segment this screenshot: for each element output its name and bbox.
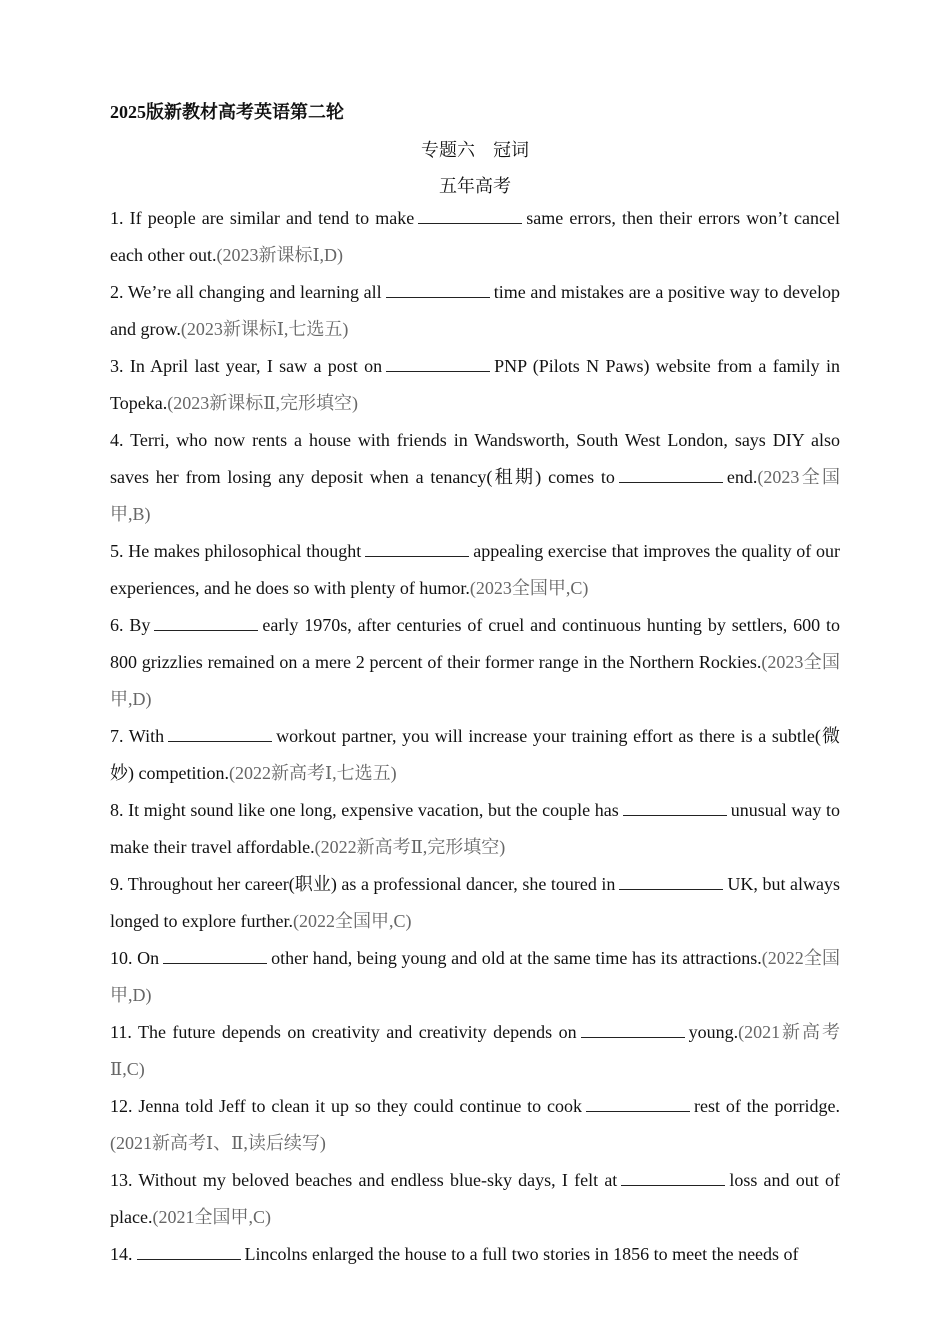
question-item	[110, 1088, 840, 1162]
question-text: time and mistakes are a positive way to develop and grow.	[110, 282, 840, 339]
answer-blank[interactable]	[418, 209, 522, 224]
question-text: end.	[726, 467, 758, 487]
question-item	[110, 1236, 840, 1273]
question-source: (2022全国甲,C)	[292, 911, 412, 931]
document-header-title: 2025版新教材高考英语第二轮	[110, 102, 344, 122]
answer-blank[interactable]	[581, 1023, 685, 1038]
question-text: 10. On	[110, 948, 160, 968]
question-item	[110, 607, 840, 718]
question-text: 8. It might sound like one long, expensive vacation, but the couple has	[110, 800, 619, 820]
question-text: same errors, then their errors won’t cancel each other out.	[110, 208, 840, 265]
question-item	[110, 274, 840, 348]
question-item	[110, 1014, 840, 1088]
section-title: 五年高考	[439, 176, 511, 196]
question-text: UK, but always longed to explore further.	[110, 874, 841, 931]
question-item	[110, 718, 840, 792]
question-item	[110, 940, 840, 1014]
question-text: 7. With	[110, 726, 165, 746]
question-source: (2023新课标Ⅱ,完形填空)	[167, 393, 358, 413]
question-text: early 1970s, after centuries of cruel and continuous hunting by settlers, 600 to 800 grizzlies remained on a mere 2 percent of their former range in the Northern Rockies.	[110, 615, 840, 672]
question-item	[110, 200, 840, 274]
question-source: (2021全国甲,C)	[152, 1207, 271, 1227]
question-source: (2022新高考Ⅱ,完形填空)	[314, 837, 506, 857]
question-text: 1. If people are similar and tend to make	[110, 208, 415, 228]
question-text: appealing exercise that improves the quality of our experiences, and he does so with plenty of humor.	[110, 541, 840, 598]
question-text: PNP (Pilots N Paws) website from a family in Topeka.	[110, 356, 841, 413]
question-text: young.	[688, 1022, 739, 1042]
question-source: (2023新课标Ⅰ,D)	[216, 245, 344, 265]
question-text: 14.	[110, 1244, 133, 1264]
answer-blank[interactable]	[163, 949, 267, 964]
answer-blank[interactable]	[154, 616, 258, 631]
question-list	[110, 200, 840, 1273]
answer-blank[interactable]	[137, 1245, 241, 1260]
question-item	[110, 348, 840, 422]
question-text: workout partner, you will increase your training effort as there is a subtle(微妙) competition.	[110, 726, 840, 783]
question-text: 5. He makes philosophical thought	[110, 541, 362, 561]
topic-title: 专题六 冠词	[421, 140, 529, 160]
question-item	[110, 792, 840, 866]
question-source: (2022全国甲,D)	[110, 948, 840, 1005]
question-text: 3. In April last year, I saw a post on	[110, 356, 383, 376]
question-text: unusual way to make their travel affordable.	[110, 800, 840, 857]
question-source: (2023新课标Ⅰ,七选五)	[180, 319, 349, 339]
answer-blank[interactable]	[386, 283, 490, 298]
answer-blank[interactable]	[623, 801, 727, 816]
question-text: 9. Throughout her career(职业) as a professional dancer, she toured in	[110, 874, 616, 894]
question-source: (2021新高考Ⅱ,C)	[110, 1022, 840, 1079]
question-text: loss and out of place.	[110, 1170, 840, 1227]
question-text: 11. The future depends on creativity and creativity depends on	[110, 1022, 577, 1042]
answer-blank[interactable]	[168, 727, 272, 742]
answer-blank[interactable]	[386, 357, 490, 372]
question-item	[110, 1162, 840, 1236]
answer-blank[interactable]	[619, 875, 723, 890]
question-source: (2021新高考Ⅰ、Ⅱ,读后续写)	[110, 1133, 326, 1153]
question-text: 13. Without my beloved beaches and endless blue-sky days, I felt at	[110, 1170, 618, 1190]
question-text: 4. Terri, who now rents a house with friends in Wandsworth, South West London, says DIY also saves her from losing any deposit when a tenancy(租期) comes to	[110, 430, 840, 487]
question-source: (2023全国甲,D)	[110, 652, 841, 709]
question-text: other hand, being young and old at the same time has its attractions.	[271, 948, 762, 968]
question-text: rest of the porridge.	[694, 1096, 840, 1116]
question-item	[110, 866, 840, 940]
question-text: 12. Jenna told Jeff to clean it up so they could continue to cook	[110, 1096, 583, 1116]
question-item	[110, 533, 840, 607]
answer-blank[interactable]	[586, 1097, 690, 1112]
question-item	[110, 422, 840, 533]
question-text: Lincolns enlarged the house to a full two stories in 1856 to meet the needs of	[244, 1244, 799, 1264]
answer-blank[interactable]	[365, 542, 469, 557]
answer-blank[interactable]	[621, 1171, 725, 1186]
question-source: (2023全国甲,C)	[469, 578, 589, 598]
question-source: (2022新高考Ⅰ,七选五)	[228, 763, 397, 783]
question-source: (2023全国甲,B)	[110, 467, 841, 524]
question-text: 2. We’re all changing and learning all	[110, 282, 382, 302]
answer-blank[interactable]	[619, 468, 723, 483]
question-text: 6. By	[110, 615, 151, 635]
